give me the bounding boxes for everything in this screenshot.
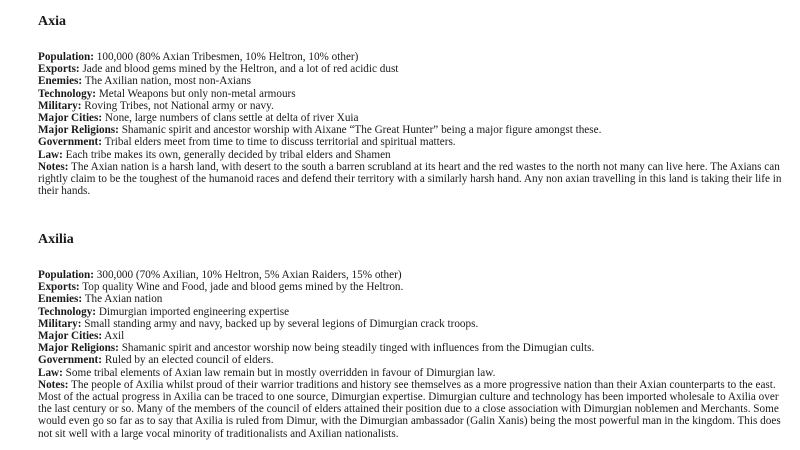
field-value: Dimurgian imported engineering expertise: [96, 305, 290, 318]
field-value: Each tribe makes its own, generally decided by tribal elders and Shamen: [62, 148, 391, 161]
field-value: The Axilian nation, most non-Axians: [82, 75, 251, 88]
fields-axilia: [38, 269, 790, 440]
field-law: [38, 367, 790, 379]
field-label: Exports:: [38, 63, 80, 76]
field-label: Major Religions:: [38, 342, 119, 355]
field-value: The Axian nation is a harsh land, with desert to the south a barren scrubland at its heart and the red wastes to the north not many can live here. The Axians can rightly claim to be the toughest of the humanoid races and defend their territory with a similarly harsh hand. Any non axian travelling in this land is taking their life in their hands.: [38, 160, 782, 198]
field-value: Shamanic spirit and ancestor worship with Aixane “The Great Hunter” being a major figure amongst these.: [118, 124, 602, 137]
field-label: Population:: [38, 51, 94, 63]
field-label: Government:: [38, 354, 103, 367]
field-label: Law:: [38, 366, 63, 379]
field-military: [38, 318, 790, 330]
section-title-axia: Axia: [38, 14, 66, 29]
fields-axia: [38, 51, 790, 197]
field-label: Notes:: [38, 378, 69, 391]
field-major-cities: [38, 112, 790, 124]
field-major-cities: [38, 330, 790, 342]
field-value: The Axian nation: [82, 293, 163, 306]
field-value: Shamanic spirit and ancestor worship now being steadily tinged with influences from the Dimugian cults.: [118, 342, 595, 355]
field-population: [38, 51, 790, 63]
field-exports: [38, 281, 790, 293]
field-value: None, large numbers of clans settle at delta of river Xuia: [102, 112, 359, 125]
field-label: Law:: [38, 148, 63, 161]
field-major-religions: [38, 124, 790, 136]
field-label: Technology:: [38, 87, 97, 100]
field-technology: [38, 306, 790, 318]
field-label: Enemies:: [38, 75, 83, 88]
field-value: Roving Tribes, not National army or navy.: [81, 99, 274, 112]
field-government: [38, 136, 790, 148]
field-enemies: [38, 293, 790, 305]
field-value: The people of Axilia whilst proud of their warrior traditions and history see themselves as a more progressive nation than their Axian counterparts to the east. Most of the actual progress in Axilia can be traced to one source, Dimurgian expertise. Dimurgian culture and technology has been imported wholesale to Axilia over the last century or so. Many of the members of the council of elders attained their position due to a close association with Dimurgian noblemen and Merchants. Some would even go so far as to say that Axilia is ruled from Dimur, with the Dimurgian ambassador (Galin Xanis) being the most powerful man in the kingdom. This does not sit well with a large vocal minority of traditionalists and Axilian nationalists.: [38, 378, 781, 440]
field-notes: [38, 379, 790, 440]
field-label: Population:: [38, 269, 94, 281]
field-label: Major Religions:: [38, 124, 119, 137]
field-label: Government:: [38, 136, 103, 149]
field-value: Ruled by an elected council of elders.: [102, 354, 274, 367]
field-value: 100,000 (80% Axian Tribesmen, 10% Heltron, 10% other): [93, 51, 359, 63]
field-label: Military:: [38, 99, 82, 112]
field-government: [38, 354, 790, 366]
field-label: Major Cities:: [38, 112, 103, 125]
field-value: Metal Weapons but only non-metal armours: [96, 87, 296, 100]
field-law: [38, 149, 790, 161]
field-label: Military:: [38, 317, 82, 330]
section-title-axilia: Axilia: [38, 232, 74, 247]
field-notes: [38, 161, 790, 198]
field-label: Enemies:: [38, 293, 83, 306]
section-axilia: [38, 232, 790, 440]
top-cut-off-text: [38, 0, 239, 1]
field-value: Tribal elders meet from time to time to discuss territorial and spiritual matters.: [102, 136, 456, 149]
section-axia: [38, 14, 790, 197]
field-label: Exports:: [38, 281, 80, 294]
field-value: 300,000 (70% Axilian, 10% Heltron, 5% Axian Raiders, 15% other): [93, 269, 402, 281]
field-value: Jade and blood gems mined by the Heltron, and a lot of red acidic dust: [79, 63, 399, 76]
field-exports: [38, 63, 790, 75]
field-technology: [38, 88, 790, 100]
field-population: [38, 269, 790, 281]
field-label: Major Cities:: [38, 330, 103, 343]
field-label: Technology:: [38, 305, 97, 318]
field-value: Small standing army and navy, backed up by several legions of Dimurgian crack troops.: [81, 317, 479, 330]
field-value: Axil: [102, 330, 125, 343]
field-label: Notes:: [38, 160, 69, 173]
field-military: [38, 100, 790, 112]
field-major-religions: [38, 342, 790, 354]
field-value: Top quality Wine and Food, jade and blood gems mined by the Heltron.: [79, 281, 404, 294]
field-enemies: [38, 75, 790, 87]
field-value: Some tribal elements of Axian law remain but in mostly overridden in favour of Dimurgian law.: [62, 366, 496, 379]
